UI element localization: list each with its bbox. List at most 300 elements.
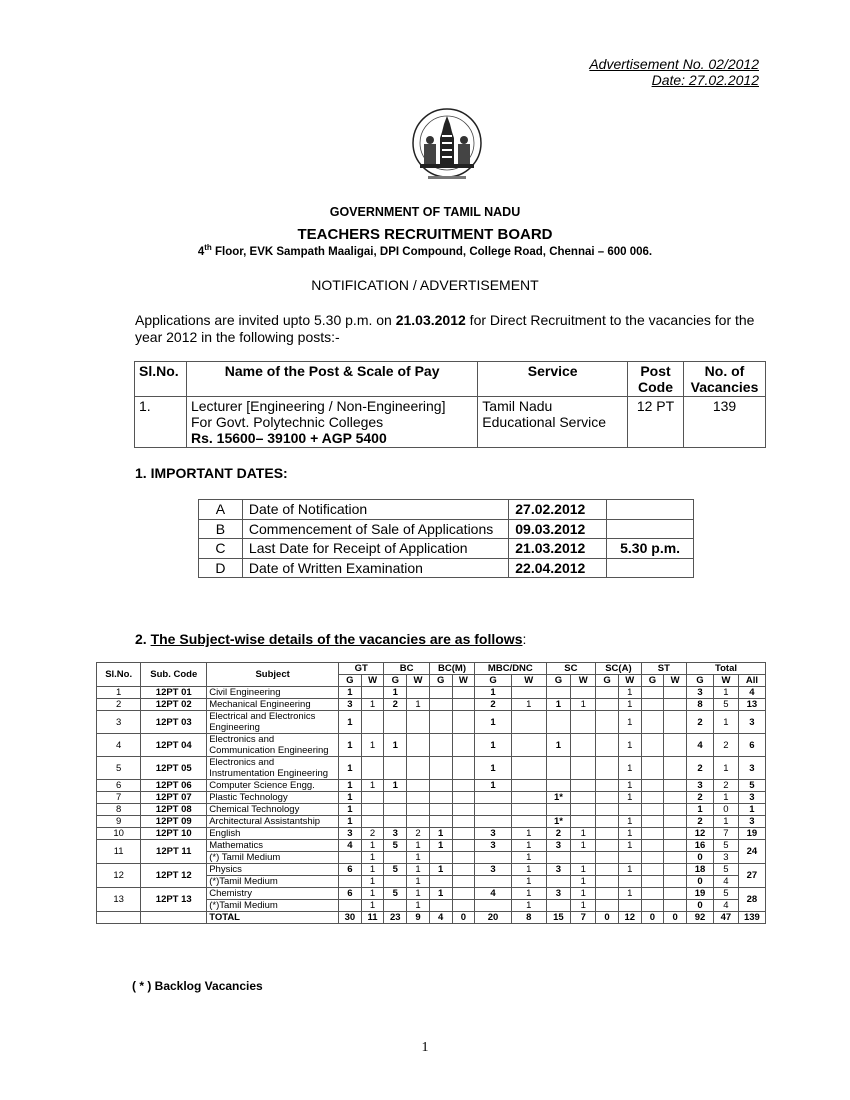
table-row [97,699,766,711]
row-cell [664,687,687,699]
row-code: 12PT 02 [141,699,207,711]
row-cell: 5 [384,840,407,852]
row-cell [475,804,512,816]
row-cell: 5 [384,864,407,876]
row-slno: 8 [97,804,141,816]
total-cell: 9 [407,912,430,924]
row-cell: 1 [339,804,362,816]
row-cell: 5 [738,780,765,792]
row-cell: 2 [714,734,739,757]
row-cell: 3 [714,852,739,864]
row-cell [429,699,452,711]
vac-header-code: Sub. Code [141,663,207,687]
row-code: 12PT 09 [141,816,207,828]
row-cell: 12 [687,828,714,840]
row-cell: 1 [429,828,452,840]
date-row [199,539,694,559]
board-address [0,243,850,258]
row-code: 12PT 13 [141,888,207,912]
row-cell [452,864,475,876]
post-name [186,397,477,448]
row-cell [452,804,475,816]
row-slno: 2 [97,699,141,711]
row-cell [452,792,475,804]
address-text: Floor, EVK Sampath Maaligai, DPI Compound, College Road, Chennai – 600 006. [211,245,653,258]
date-value: 22.04.2012 [509,558,607,578]
total-cell: 92 [687,912,714,924]
row-code: 12PT 05 [141,757,207,780]
vac-header-group: GT [339,663,384,675]
row-cell: 1 [361,900,384,912]
row-cell: 2 [407,828,430,840]
post-service [478,397,628,448]
row-subject: Civil Engineering [207,687,339,699]
total-blank [141,912,207,924]
row-cell [452,711,475,734]
vac-header-g: G [546,675,571,687]
row-cell: 3 [546,840,571,852]
table-row [97,816,766,828]
row-cell [641,699,664,711]
table-row [97,757,766,780]
row-cell: 1* [546,792,571,804]
row-cell [384,804,407,816]
row-cell: 1 [384,780,407,792]
row-cell: 1 [511,876,546,888]
row-cell: 1 [618,757,641,780]
row-cell: 1 [339,757,362,780]
row-subject: Computer Science Engg. [207,780,339,792]
row-cell [361,711,384,734]
row-cell [452,876,475,888]
row-cell [664,780,687,792]
advertisement-header [589,56,759,88]
row-subject: (*)Tamil Medium [207,876,339,888]
post-table-header [135,362,766,397]
table-row [97,780,766,792]
total-cell: 139 [738,912,765,924]
row-cell [664,888,687,900]
row-cell: 5 [714,864,739,876]
table-row [97,828,766,840]
row-cell [618,804,641,816]
row-cell: 1 [618,699,641,711]
vac-header-group: SC [546,663,596,675]
vac-header-w: W [407,675,430,687]
vac-header-group: BC(M) [429,663,474,675]
row-cell: 2 [475,699,512,711]
vac-header-group: ST [641,663,686,675]
row-cell: 3 [475,864,512,876]
vac-header-g: G [339,675,362,687]
vac-header-group: BC [384,663,429,675]
vac-header-w: W [361,675,384,687]
row-cell [596,816,619,828]
address-ordinal: th [204,243,212,252]
row-cell: 1 [361,699,384,711]
total-cell: 23 [384,912,407,924]
total-blank [97,912,141,924]
row-subject: Physics [207,864,339,876]
row-cell [429,711,452,734]
row-cell [361,816,384,828]
row-cell: 1 [339,687,362,699]
government-heading: GOVERNMENT OF TAMIL NADU [329,205,521,219]
row-cell [571,816,596,828]
row-cell: 1 [475,687,512,699]
board-heading: TEACHERS RECRUITMENT BOARD [297,226,553,243]
row-cell [664,734,687,757]
table-row [97,711,766,734]
row-code: 12PT 08 [141,804,207,816]
post-scale-of-pay: Rs. 15600– 39100 + AGP 5400 [190,430,387,446]
date-time: 5.30 p.m. [607,539,694,559]
row-cell: 1 [407,876,430,888]
total-cell: 0 [641,912,664,924]
row-cell: 1 [618,816,641,828]
row-cell: 1 [361,780,384,792]
date-time [607,500,694,520]
row-cell: 1 [361,840,384,852]
total-cell: 7 [571,912,596,924]
total-label: TOTAL [207,912,339,924]
vacancy-header-row [97,663,766,675]
row-cell: 1 [407,864,430,876]
row-cell [511,757,546,780]
government-emblem [402,108,492,184]
vac-header-g: G [384,675,407,687]
row-cell: 1 [571,699,596,711]
row-code: 12PT 04 [141,734,207,757]
row-cell: 2 [714,780,739,792]
row-cell [511,687,546,699]
row-cell [339,852,362,864]
table-row [97,864,766,876]
row-cell [641,840,664,852]
row-cell: 3 [384,828,407,840]
row-cell [384,816,407,828]
row-cell [429,757,452,780]
row-cell [452,699,475,711]
row-cell: 5 [714,699,739,711]
post-code: 12 PT [628,397,684,448]
row-cell [407,792,430,804]
row-cell [596,852,619,864]
row-cell [511,804,546,816]
date-letter: D [199,558,243,578]
row-cell: 2 [361,828,384,840]
row-cell: 3 [546,864,571,876]
row-cell [475,852,512,864]
row-subject: Electronics and Communication Engineering [207,734,339,757]
row-cell: 1 [618,888,641,900]
row-cell: 1 [475,711,512,734]
row-cell: 1 [511,864,546,876]
row-cell [618,852,641,864]
row-cell [452,734,475,757]
row-code: 12PT 01 [141,687,207,699]
post-header-slno: Sl.No. [135,362,187,397]
row-cell: 1 [618,828,641,840]
vac-header-w: W [618,675,641,687]
subject-wise-heading [135,631,526,647]
row-cell [384,900,407,912]
table-row [97,792,766,804]
row-subject: Architectural Assistantship [207,816,339,828]
row-cell [596,900,619,912]
row-cell [596,792,619,804]
row-cell: 1 [384,687,407,699]
row-cell: 16 [687,840,714,852]
total-cell: 47 [714,912,739,924]
vac-header-w: W [571,675,596,687]
date-letter: B [199,519,243,539]
date-row [199,519,694,539]
row-cell: 1 [511,900,546,912]
row-cell [452,888,475,900]
row-cell: 3 [687,780,714,792]
row-subject: English [207,828,339,840]
post-header-code: Post Code [628,362,684,397]
row-cell [596,876,619,888]
row-cell: 1 [339,711,362,734]
row-cell [384,876,407,888]
row-cell: 0 [714,804,739,816]
row-cell [664,711,687,734]
important-dates-heading: 1. IMPORTANT DATES: [135,465,288,481]
vac-header-group: Total [687,663,766,675]
date-time [607,519,694,539]
row-cell: 6 [339,888,362,900]
vac-header-w: W [664,675,687,687]
row-cell [429,687,452,699]
row-cell: 1 [618,840,641,852]
row-cell [641,734,664,757]
post-table-row [135,397,766,448]
advertisement-number: Advertisement No. 02/2012 [589,56,759,72]
row-cell [511,816,546,828]
table-row [97,840,766,852]
table-row [97,888,766,900]
total-cell: 20 [475,912,512,924]
row-subject: (*)Tamil Medium [207,900,339,912]
date-value: 21.03.2012 [509,539,607,559]
vac-header-w: W [714,675,739,687]
intro-deadline: 21.03.2012 [395,312,466,328]
row-cell [596,888,619,900]
row-cell [511,792,546,804]
row-cell: 4 [738,687,765,699]
important-dates-table [198,499,694,578]
row-cell [452,757,475,780]
total-cell: 0 [452,912,475,924]
address-floor: 4 [197,245,205,258]
row-slno: 1 [97,687,141,699]
post-header-service: Service [478,362,628,397]
row-cell: 1 [475,780,512,792]
row-slno: 10 [97,828,141,840]
row-cell: 2 [546,828,571,840]
row-cell: 1 [361,734,384,757]
row-cell [596,804,619,816]
row-cell [452,828,475,840]
row-cell: 3 [339,828,362,840]
row-cell [664,864,687,876]
row-code: 12PT 11 [141,840,207,864]
row-cell: 0 [687,900,714,912]
row-cell [664,757,687,780]
row-cell: 4 [687,734,714,757]
row-cell: 1 [339,780,362,792]
row-cell: 1 [714,757,739,780]
row-cell: 3 [546,888,571,900]
row-cell: 1 [571,888,596,900]
section-title: The Subject-wise details of the vacancies are as follows [150,631,523,647]
total-cell: 15 [546,912,571,924]
row-cell [546,900,571,912]
vac-header-g: G [475,675,512,687]
row-cell: 1 [618,780,641,792]
date-time [607,558,694,578]
row-cell [429,792,452,804]
row-cell: 1 [571,840,596,852]
row-code: 12PT 10 [141,828,207,840]
row-subject: Plastic Technology [207,792,339,804]
row-cell [641,711,664,734]
row-cell [546,804,571,816]
date-letter: A [199,500,243,520]
backlog-footnote: ( * ) Backlog Vacancies [132,979,263,993]
total-cell: 0 [596,912,619,924]
row-cell: 3 [475,840,512,852]
row-cell [641,804,664,816]
row-all: 27 [738,864,765,888]
row-cell: 1 [511,840,546,852]
row-cell [452,840,475,852]
row-cell [664,876,687,888]
row-cell [452,780,475,792]
intro-paragraph [135,312,765,346]
row-cell [384,852,407,864]
date-event: Date of Written Examination [242,558,508,578]
date-event: Last Date for Receipt of Application [242,539,508,559]
row-cell [596,757,619,780]
row-cell [664,792,687,804]
row-cell [641,780,664,792]
row-cell: 3 [738,792,765,804]
row-cell: 1 [361,876,384,888]
row-cell: 0 [687,852,714,864]
post-vacancies: 139 [684,397,766,448]
row-code: 12PT 12 [141,864,207,888]
row-cell: 1 [511,699,546,711]
row-cell [546,711,571,734]
vac-header-w: W [452,675,475,687]
row-cell [452,816,475,828]
total-cell: 0 [664,912,687,924]
row-cell: 3 [738,711,765,734]
row-cell [361,687,384,699]
row-cell: 1 [384,734,407,757]
row-cell: 7 [714,828,739,840]
row-cell [664,816,687,828]
row-cell [596,828,619,840]
row-cell [429,780,452,792]
row-cell [384,711,407,734]
row-cell: 1 [687,804,714,816]
row-cell: 1 [571,876,596,888]
row-cell: 1 [429,840,452,852]
row-cell [571,780,596,792]
row-cell: 3 [475,828,512,840]
post-header-vacancies: No. of Vacancies [684,362,766,397]
vac-header-slno: Sl.No. [97,663,141,687]
row-cell [571,734,596,757]
row-cell [596,699,619,711]
vac-header-group: MBC/DNC [475,663,546,675]
row-cell [339,900,362,912]
row-cell [429,816,452,828]
date-event: Date of Notification [242,500,508,520]
row-cell: 1 [618,864,641,876]
row-subject: Chemistry [207,888,339,900]
row-cell [407,804,430,816]
date-value: 09.03.2012 [509,519,607,539]
row-subject: Chemical Technology [207,804,339,816]
row-cell [475,876,512,888]
date-value: 27.02.2012 [509,500,607,520]
row-cell: 1 [618,711,641,734]
row-cell: 1 [429,888,452,900]
row-cell: 1 [475,757,512,780]
section-colon: : [522,631,527,647]
row-cell [452,852,475,864]
row-slno: 3 [97,711,141,734]
row-cell: 3 [738,757,765,780]
row-cell: 1 [618,687,641,699]
row-cell: 1 [339,734,362,757]
row-cell [641,852,664,864]
row-cell: 2 [687,711,714,734]
row-all: 28 [738,888,765,912]
row-cell: 1 [714,816,739,828]
intro-text-after: for Direct Recruitment to the vacancies for the year 2012 in the following posts:- [135,312,755,345]
row-cell: 19 [738,828,765,840]
row-cell [618,876,641,888]
date-letter: C [199,539,243,559]
row-cell [596,734,619,757]
row-cell [407,757,430,780]
notification-heading: NOTIFICATION / ADVERTISEMENT [311,277,539,293]
vacancy-table [96,662,766,924]
row-cell: 1 [361,864,384,876]
row-cell: 4 [339,840,362,852]
post-slno: 1. [135,397,187,448]
row-cell [571,852,596,864]
row-cell [571,792,596,804]
row-cell [407,780,430,792]
intro-text-before: Applications are invited upto 5.30 p.m. on [135,312,396,328]
total-cell: 11 [361,912,384,924]
row-cell [384,757,407,780]
row-cell: 2 [687,792,714,804]
row-subject: Electrical and Electronics Engineering [207,711,339,734]
row-cell: 19 [687,888,714,900]
row-cell: 0 [687,876,714,888]
row-cell: 6 [339,864,362,876]
row-cell: 1 [407,699,430,711]
row-slno: 11 [97,840,141,864]
